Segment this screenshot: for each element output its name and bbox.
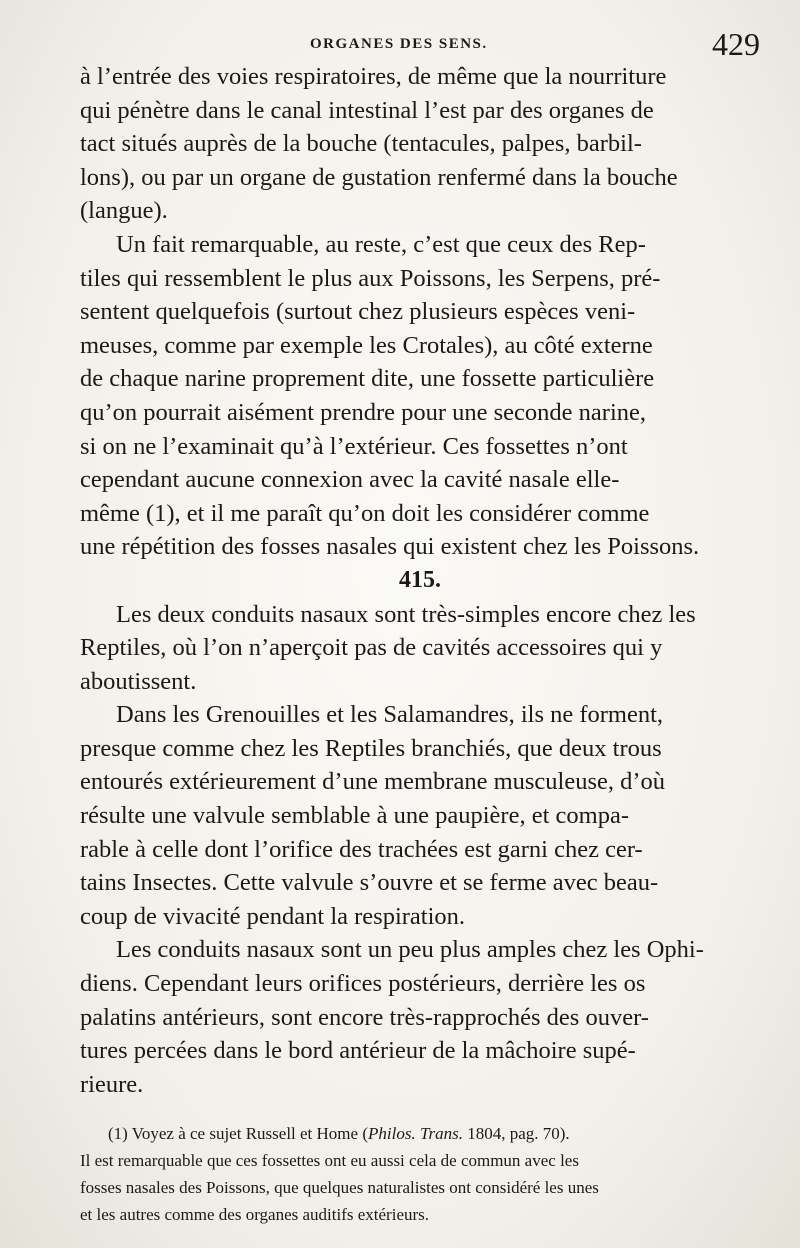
text-line: si on ne l’examinait qu’à l’extérieur. Ces fossettes n’ont: [80, 432, 628, 460]
text-line: Dans les Grenouilles et les Salamandres, ils ne forment,: [116, 701, 664, 729]
text-line: aboutissent.: [80, 667, 197, 695]
text-line: qui pénètre dans le canal intestinal l’est par des organes de: [80, 96, 654, 124]
footnote-text: Voyez à ce sujet Russell et Home (: [131, 1124, 368, 1143]
footnote-line: Il est remarquable que ces fossettes ont eu aussi cela de commun avec les: [80, 1151, 579, 1170]
text-line: palatins antérieurs, sont encore très-rapprochés des ouver-: [80, 1003, 649, 1031]
text-line: Les deux conduits nasaux sont très-simples encore chez les: [116, 600, 696, 628]
page-number: 429: [712, 26, 760, 62]
text-line: Un fait remarquable, au reste, c’est que ceux des Rep-: [116, 230, 646, 258]
text-line: coup de vivacité pendant la respiration.: [80, 902, 466, 930]
text-line: tiles qui ressemblent le plus aux Poissons, les Serpens, pré-: [80, 264, 661, 292]
text-line: (langue).: [80, 197, 168, 225]
paragraph: [80, 228, 760, 564]
footnote-line: [80, 1120, 770, 1147]
footnote-line: fosses nasales des Poissons, que quelques naturalistes ont considéré les unes: [80, 1178, 599, 1197]
text-line: rable à celle dont l’orifice des trachées est garni chez cer-: [80, 835, 643, 863]
text-line: une répétition des fosses nasales qui existent chez les Poissons.: [80, 533, 700, 561]
footnote-citation: Philos. Trans.: [368, 1124, 463, 1143]
text-line: même (1), et il me paraît qu’on doit les considérer comme: [80, 499, 650, 527]
text-line: résulte une valvule semblable à une paupière, et compa-: [80, 802, 629, 830]
section-number: 415.: [399, 566, 441, 593]
footnote-marker: (1): [108, 1124, 128, 1143]
footnote: [80, 1120, 770, 1228]
paragraph: [80, 698, 760, 933]
text-line: Reptiles, où l’on n’aperçoit pas de cavités accessoires qui y: [80, 634, 663, 662]
body-text: [80, 60, 760, 1101]
running-title: ORGANES DES SENS.: [310, 36, 488, 52]
text-line: tures percées dans le bord antérieur de la mâchoire supé-: [80, 1037, 636, 1065]
text-line: tains Insectes. Cette valvule s’ouvre et se ferme avec beau-: [80, 869, 659, 897]
text-line: de chaque narine proprement dite, une fossette particulière: [80, 365, 655, 393]
text-line: presque comme chez les Reptiles branchiés, que deux trous: [80, 734, 662, 762]
text-line: tact situés auprès de la bouche (tentacules, palpes, barbil-: [80, 130, 642, 158]
text-line: meuses, comme par exemple les Crotales), au côté externe: [80, 331, 653, 359]
text-line: Les conduits nasaux sont un peu plus amples chez les Ophi-: [116, 936, 704, 964]
text-line: lons), ou par un organe de gustation renfermé dans la bouche: [80, 163, 678, 191]
footnote-text: 1804, pag. 70).: [462, 1124, 570, 1143]
paragraph: [80, 60, 760, 228]
text-line: cependant aucune connexion avec la cavité nasale elle-: [80, 466, 620, 494]
text-line: sentent quelquefois (surtout chez plusieurs espèces veni-: [80, 298, 636, 326]
footnote-line: et les autres comme des organes auditifs extérieurs.: [80, 1205, 430, 1224]
text-line: diens. Cependant leurs orifices postérieurs, derrière les os: [80, 970, 646, 998]
paragraph: [80, 933, 760, 1101]
paragraph: [80, 598, 760, 699]
text-line: entourés extérieurement d’une membrane musculeuse, d’où: [80, 768, 666, 796]
text-line: rieure.: [80, 1070, 144, 1098]
text-line: qu’on pourrait aisément prendre pour une seconde narine,: [80, 398, 647, 426]
text-line: à l’entrée des voies respiratoires, de même que la nourriture: [80, 63, 667, 90]
